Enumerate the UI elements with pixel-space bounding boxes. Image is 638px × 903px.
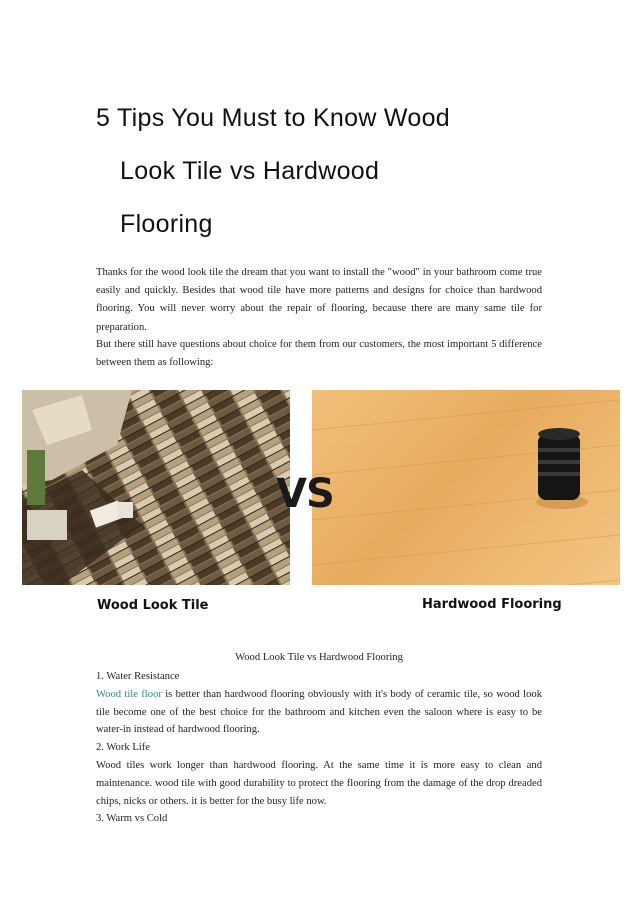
section-text-water-resistance [96,686,542,739]
hardwood-flooring-label: Hardwood Flooring [422,597,562,612]
title-line-1: 5 Tips You Must to Know Wood [96,104,450,132]
title-line-3: Flooring [120,210,213,238]
wood-tile-floor-link[interactable]: Wood tile floor [96,688,162,700]
section-heading-water-resistance: 1. Water Resistance [96,671,180,682]
intro-paragraph: Thanks for the wood look tile the dream that you want to install the "wood" in your bathroom come true easily and quickly. Besides that wood tile have more patterns and designs for choice than hardwood flooring. You will never worry about the repair of flooring, because there are many same tile for preparation. [96,267,542,333]
tips-section [96,668,542,828]
wood-tile-room-illustration [22,390,290,585]
intro-paragraph-2: But there still have questions about choice for them from our customers, the most important 5 difference between them as following: [96,339,542,369]
comparison-image [22,385,620,621]
section-heading-work-life: 2. Work Life [96,742,150,754]
hardwood-flooring-photo [312,390,620,585]
section-text-work-life: Wood tiles work longer than hardwood flooring. At the same time it is more easy to clean and maintenance. wood tile with good durability to protect the flooring from the damage of the drop dreaded chips, nicks or others. it is better for the busy life now. [96,759,542,807]
figure-caption: Wood Look Tile vs Hardwood Flooring [235,652,403,663]
title-line-2: Look Tile vs Hardwood [120,157,380,185]
page-title [96,92,450,251]
wood-look-tile-photo [22,390,290,585]
water-resistance-body: is better than hardwood flooring obviously with it's body of ceramic tile, so wood look tile become one of the best choice for the bathroom and kitchen even the saloon where is easy to be water-in instead of hardwood flooring. [96,688,542,736]
hardwood-floor-illustration [312,390,620,585]
vs-text: VS [276,471,334,517]
section-heading-warm-vs-cold: 3. Warm vs Cold [96,813,168,825]
wood-look-tile-label: Wood Look Tile [97,598,209,613]
